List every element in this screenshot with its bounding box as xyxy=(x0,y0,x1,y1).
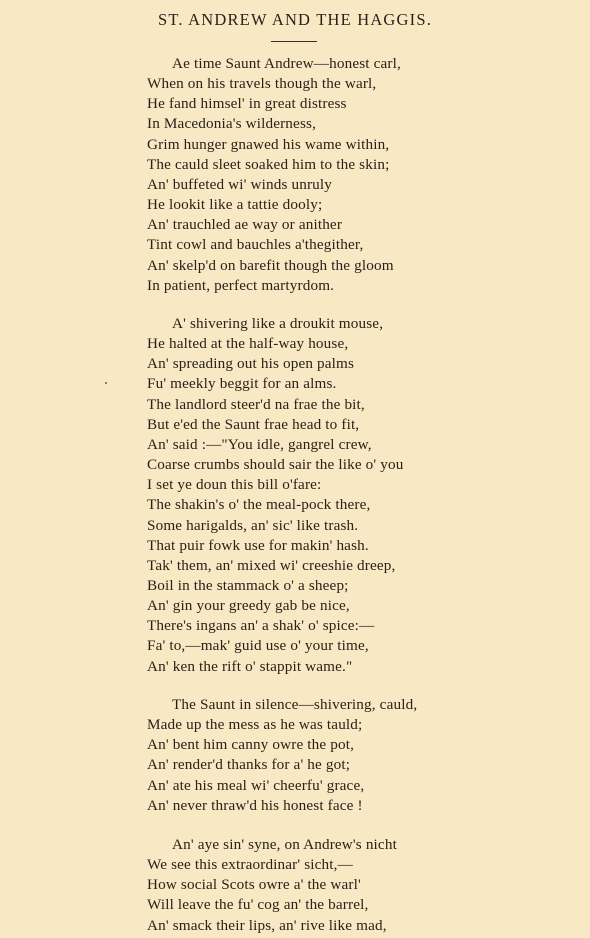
poem-line: Made up the mess as he was tauld; xyxy=(147,716,363,734)
poem-line: An' skelp'd on barefit though the gloom xyxy=(147,256,394,274)
poem-line: An' ken the rift o' stappit wame." xyxy=(147,657,353,675)
poem-line: Fa' to,—mak' guid use o' your time, xyxy=(147,637,369,655)
poem-line: I set ye doun this bill o'fare: xyxy=(147,476,322,494)
poem-line: An' trauchled ae way or anither xyxy=(147,216,343,234)
poem-line: In Macedonia's wilderness, xyxy=(147,115,317,133)
poem-line: An' said :—"You idle, gangrel crew, xyxy=(147,435,372,453)
poem-line: The landlord steer'd na frae the bit, xyxy=(147,395,365,413)
poem-line: The shakin's o' the meal-pock there, xyxy=(147,496,371,514)
poem-line: An' gin your greedy gab be nice, xyxy=(147,597,350,615)
poem-line: That puir fowk use for makin' hash. xyxy=(147,536,369,554)
poem-line: Grim hunger gnawed his wame within, xyxy=(147,135,390,153)
page-speck xyxy=(105,382,107,384)
poem-line: An' smack their lips, an' rive like mad, xyxy=(147,916,387,934)
poem-line: Tint cowl and bauchles a'thegither, xyxy=(147,236,364,254)
poem-line: He halted at the half-way house, xyxy=(147,335,349,353)
poem-line: An' spreading out his open palms xyxy=(147,355,355,373)
poem-line: We see this extraordinar' sicht,— xyxy=(147,856,353,874)
poem-line: When on his travels though the warl, xyxy=(147,75,377,93)
title-rule xyxy=(271,41,317,42)
poem-line: Boil in the stammack o' a sheep; xyxy=(147,576,349,594)
poem-title: ST. ANDREW AND THE HAGGIS. xyxy=(157,10,433,29)
poem-line: Coarse crumbs should sair the like o' you xyxy=(147,456,404,474)
poem-line: How social Scots owre a' the warl' xyxy=(147,876,361,894)
poem-line: An' ate his meal wi' cheerfu' grace, xyxy=(147,776,365,794)
poem-line: There's ingans an' a shak' o' spice:— xyxy=(147,617,375,635)
poem-line: The cauld sleet soaked him to the skin; xyxy=(147,155,390,173)
poem-line: The Saunt in silence—shivering, cauld, xyxy=(172,696,418,713)
poem-line: An' bent him canny owre the pot, xyxy=(147,736,355,754)
poem-line: He fand himsel' in great distress xyxy=(147,95,347,113)
poem-line: But e'ed the Saunt frae head to fit, xyxy=(147,415,360,433)
poem-line: He lookit like a tattie dooly; xyxy=(147,196,323,214)
poem-line: In patient, perfect martyrdom. xyxy=(147,276,335,294)
poem-line: An' render'd thanks for a' he got; xyxy=(147,756,351,774)
poem-line: Tak' them, an' mixed wi' creeshie dreep, xyxy=(147,556,396,574)
poem-line: An' aye sin' syne, on Andrew's nicht xyxy=(172,836,397,853)
poem-line: A' shivering like a droukit mouse, xyxy=(172,315,384,332)
poem-line: Ae time Saunt Andrew—honest carl, xyxy=(172,55,401,72)
poem-line: Will leave the fu' cog an' the barrel, xyxy=(147,896,369,914)
poem-line: An' buffeted wi' winds unruly xyxy=(147,175,333,193)
poem-line: An' never thraw'd his honest face ! xyxy=(147,796,363,814)
poem-line: Some harigalds, an' sic' like trash. xyxy=(147,516,359,534)
poem-line: Fu' meekly beggit for an alms. xyxy=(147,375,337,393)
